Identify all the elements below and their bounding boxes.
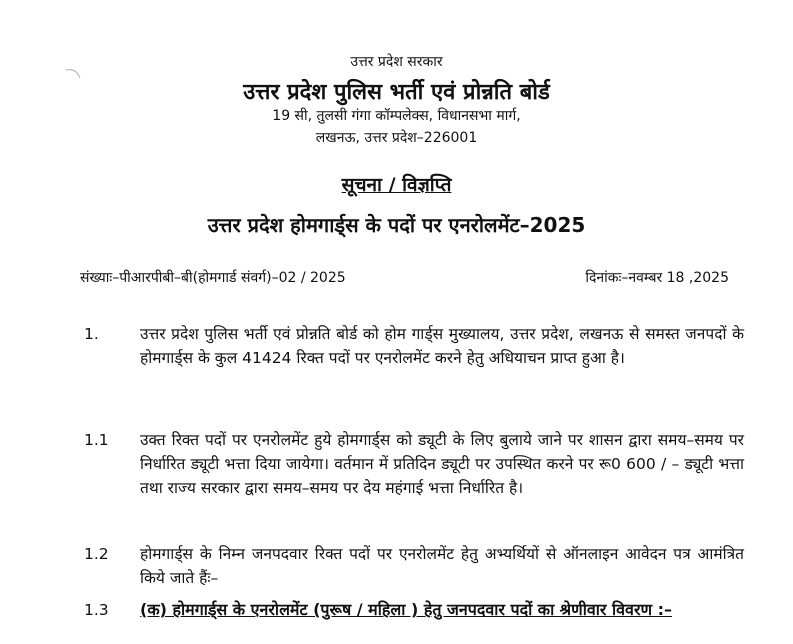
section-heading: (क) होमगार्ड्स के एनरोलमेंट (पुरूष / महिला ) हेतु जनपदवार पदों का श्रेणीवार विवरण :–: [140, 600, 673, 619]
paragraph-number: 1.2: [84, 545, 109, 563]
paragraph-1-2: [84, 542, 744, 590]
reference-number: संख्याः–पीआरपीबी–बी(होमगार्ड संवर्ग)–02 / 2025: [80, 270, 346, 286]
notice-date: दिनांकः–नवम्बर 18 ,2025: [585, 270, 729, 286]
paragraph-number: 1.1: [84, 431, 109, 449]
board-title: उत्तर प्रदेश पुलिस भर्ती एवं प्रोन्नति बोर्ड: [243, 80, 550, 105]
paragraph-text: उक्त रिक्त पदों पर एनरोलमेंट हुये होमगार्ड्स को ड्यूटी के लिए बुलाये जाने पर शासन द्वारा समय–समय पर निर्धारित ड्यूटी भत्ता दिया जायेगा। वर्तमान में प्रतिदिन ड्यूटी पर उपस्थित करने पर रू0 600 / – ड्यूटी भत्ता तथा राज्य सरकार द्वारा समय–समय पर देय महंगाई भत्ता निर्धारित है।: [140, 431, 744, 497]
paragraph-1-3: [84, 598, 744, 622]
government-label: उत्तर प्रदेश सरकार: [350, 54, 443, 70]
address-line-2: लखनऊ, उत्तर प्रदेश–226001: [315, 130, 478, 146]
paragraph-1: [84, 322, 744, 370]
paragraph-text: होमगार्ड्स के निम्न जनपदवार रिक्त पदों पर एनरोलमेंट हेतु अभ्यर्थियों से ऑनलाइन आवेदन पत्र आमंत्रित किये जाते हैंः–: [140, 545, 744, 587]
address-line-1: 19 सी, तुलसी गंगा कॉम्पलेक्स, विधानसभा मार्ग,: [272, 108, 521, 124]
notice-title: सूचना / विज्ञप्ति: [341, 174, 452, 196]
paragraph-1-1: [84, 428, 744, 500]
notice-headline: उत्तर प्रदेश होमगार्ड्स के पदों पर एनरोलमेंट–2025: [207, 213, 586, 237]
paragraph-number: 1.: [84, 325, 99, 343]
paragraph-number: 1.3: [84, 601, 109, 619]
paragraph-text: उत्तर प्रदेश पुलिस भर्ती एवं प्रोन्नति बोर्ड को होम गार्ड्स मुख्यालय, उत्तर प्रदेश, लखनऊ से समस्त जनपदों के होमगार्ड्स के कुल 41424 रिक्त पदों पर एनरोलमेंट करने हेतु अधियाचन प्राप्त हुआ है।: [140, 325, 744, 367]
